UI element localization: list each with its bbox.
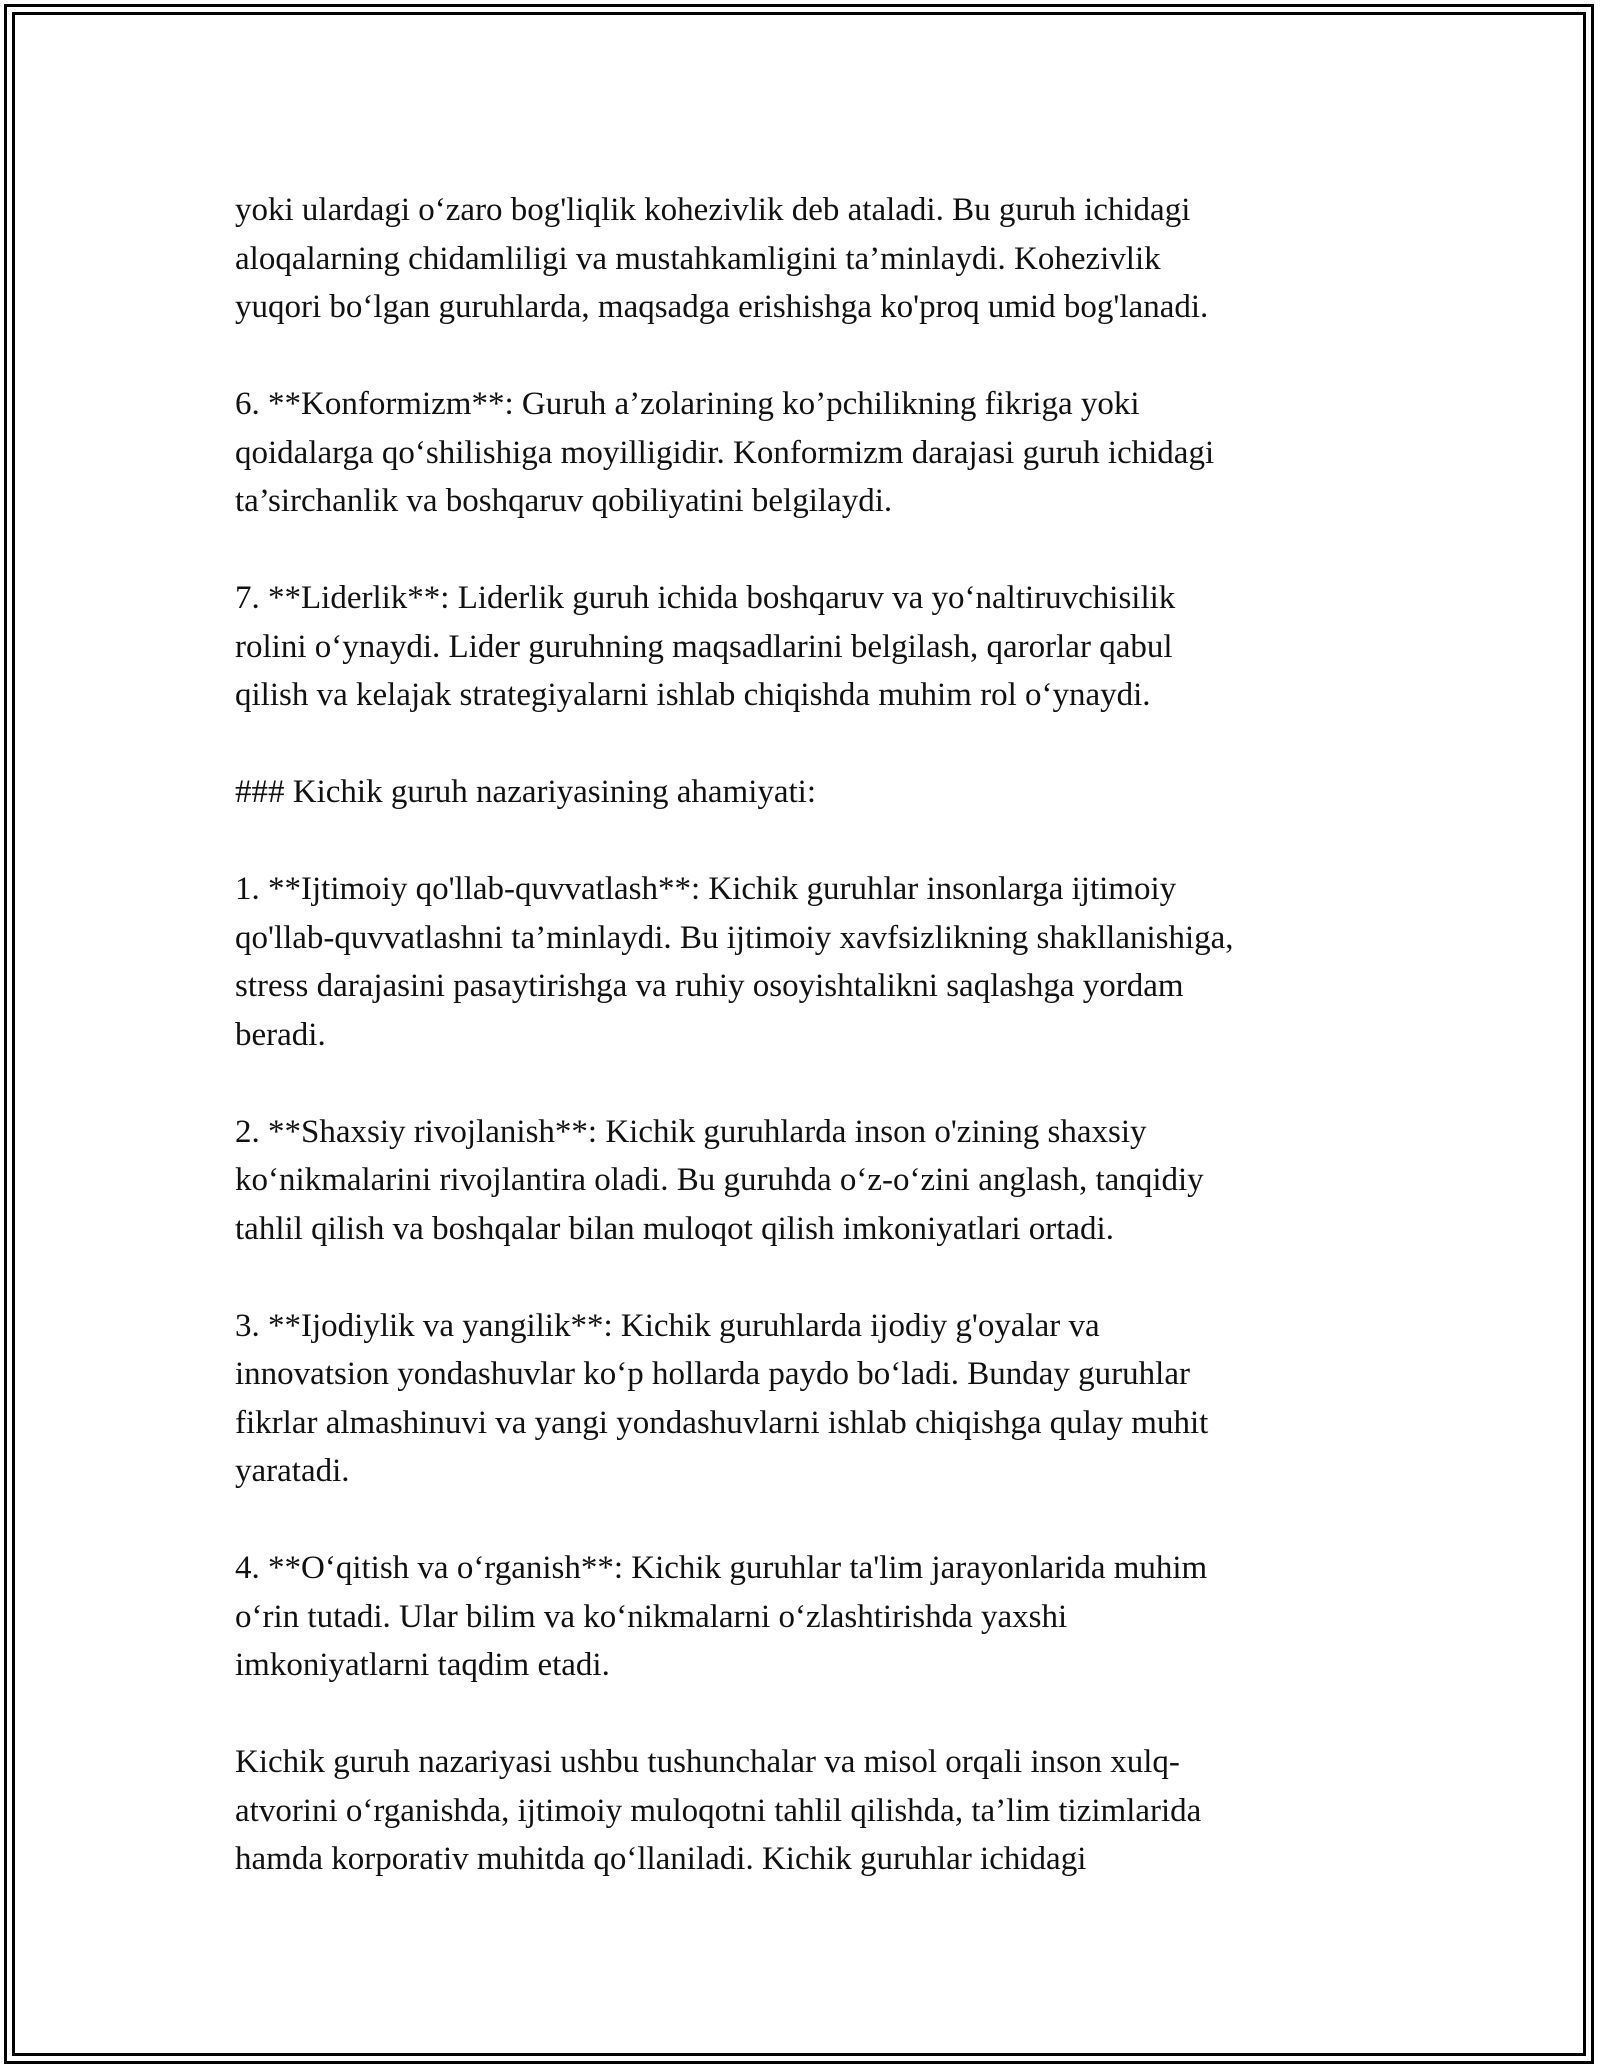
paragraph-leadership: 7. **Liderlik**: Liderlik guruh ichida boshqaruv va yo‘naltiruvchisilik rolini o‘ynaydi. Lider guruhning maqsadlarini belgilash, qarorlar qabul qilish va kelajak strategiyalarni ishlab chiqishda muhim rol o‘ynaydi. — [235, 580, 1176, 713]
paragraph-conclusion: Kichik guruh nazariyasi ushbu tushunchalar va misol orqali inson xulq- atvorini o‘rganishda, ijtimoiy muloqotni tahlil qilishda, ta’lim tizimlarida hamda korporativ muhitda qo‘llaniladi. Kichik guruhlar ichidagi — [235, 1744, 1202, 1877]
paragraph-social-support: 1. **Ijtimoiy qo'llab-quvvatlash**: Kichik guruhlar insonlarga ijtimoiy qo'llab-quvvatlashni ta’minlaydi. Bu ijtimoiy xavfsizlikning shakllanishiga, stress darajasini pasaytirishga va ruhiy osoyishtalikni saqlashga yordam beradi. — [235, 871, 1234, 1053]
paragraph-learning: 4. **O‘qitish va o‘rganish**: Kichik guruhlar ta'lim jarayonlarida muhim o‘rin tutadi. Ular bilim va ko‘nikmalarni o‘zlashtirishda yaxshi imkoniyatlarni taqdim etadi. — [235, 1550, 1208, 1683]
paragraph-conformism: 6. **Konformizm**: Guruh a’zolarining ko’pchilikning fikriga yoki qoidalarga qo‘shilishiga moyilligidir. Konformizm darajasi guruh ichidagi ta’sirchanlik va boshqaruv qobiliyatini belgilaydi. — [235, 386, 1215, 519]
paragraph-personal-development: 2. **Shaxsiy rivojlanish**: Kichik guruhlarda inson o'zining shaxsiy ko‘nikmalarini rivojlantira oladi. Bu guruhda o‘z-o‘zini anglash, tanqidiy tahlil qilish va boshqalar bilan muloqot qilish imkoniyatlari ortadi. — [235, 1113, 1204, 1247]
document-body — [235, 186, 1370, 1884]
section-heading: ### Kichik guruh nazariyasining ahamiyati: — [235, 774, 817, 810]
paragraph-creativity: 3. **Ijodiylik va yangilik**: Kichik guruhlarda ijodiy g'oyalar va innovatsion yondashuvlar ko‘p hollarda paydo bo‘ladi. Bunday guruhlar fikrlar almashinuvi va yangi yondashuvlarni ishlab chiqishga qulay muhit yaratadi. — [235, 1307, 1209, 1489]
paragraph-cohesion: yoki ulardagi o‘zaro bog'liqlik kohezivlik deb ataladi. Bu guruh ichidagi aloqalarning chidamliligi va mustahkamligini ta’minlaydi. Kohezivlik yuqori bo‘lgan guruhlarda, maqsadga erishishga ko'proq umid bog'lanadi. — [235, 192, 1209, 325]
